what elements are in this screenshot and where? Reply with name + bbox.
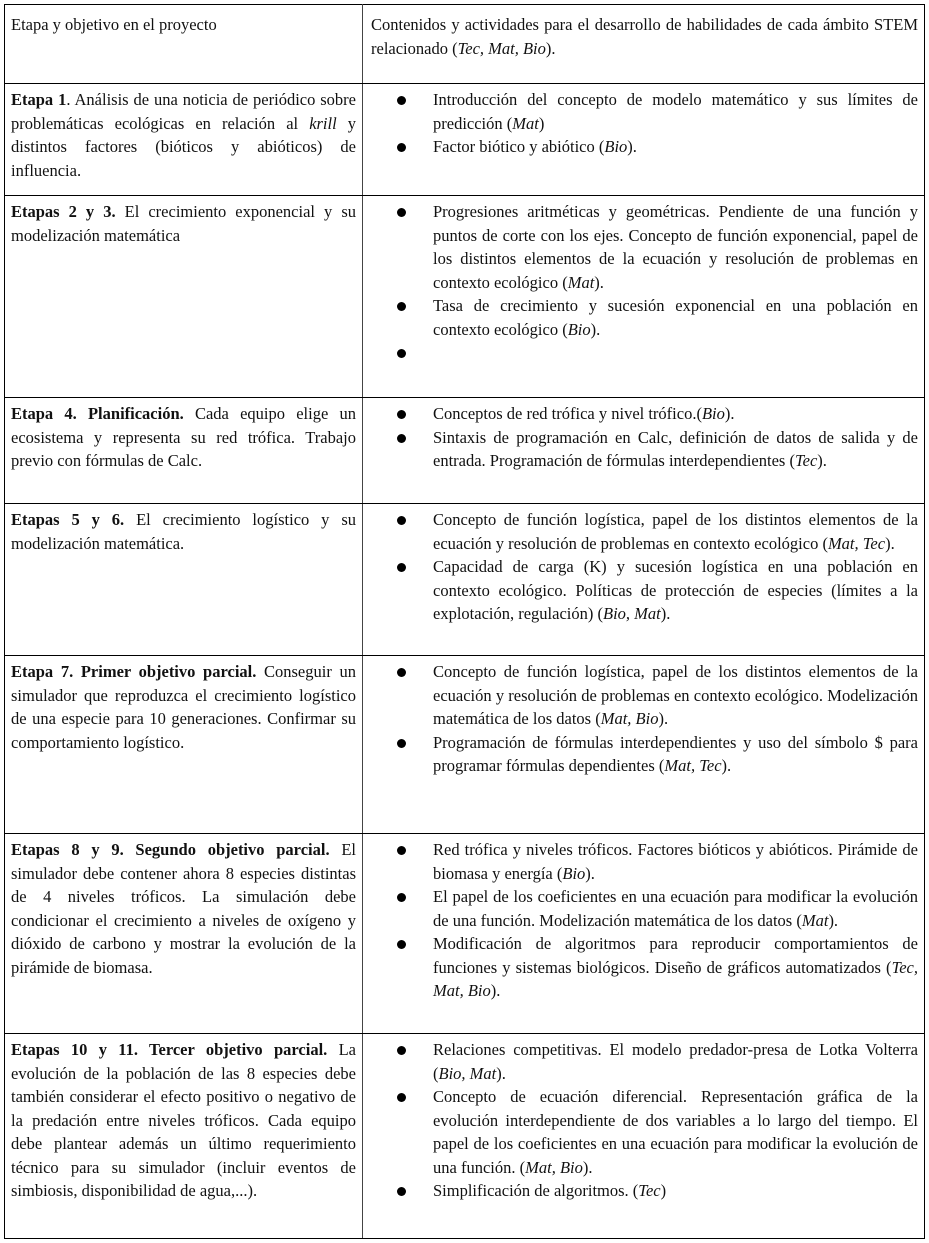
item-text: Programación de fórmulas interdependientes y uso del símbolo $ para programar fórmulas dependientes (: [433, 732, 918, 775]
item-end: ).: [817, 451, 827, 470]
item-end: ).: [658, 709, 669, 728]
stage-cell: [5, 504, 363, 656]
contents-cell: [363, 196, 925, 398]
contents-cell: [363, 834, 925, 1034]
item-tags: Bio, Mat: [438, 1063, 497, 1083]
item-tags: Tec: [638, 1181, 661, 1200]
stage-text: Cada equipo elige un ecosistema y representa su red trófica. Trabajo previo con fórmulas de Calc.: [11, 404, 356, 470]
item-text: Simplificación de algoritmos. (: [433, 1181, 639, 1200]
contents-list: [371, 88, 918, 159]
stage-text: . Análisis de una noticia de periódico sobre problemáticas ecológicas en relación al: [11, 90, 357, 133]
header-col1-text: Etapa y objetivo en el proyecto: [11, 15, 217, 34]
item-tags: Bio, Mat: [602, 604, 661, 623]
contents-cell: [363, 1034, 925, 1239]
item-text: Conceptos de red trófica y nivel trófico.(: [433, 404, 702, 423]
table-row: [5, 834, 925, 1034]
item-end: ).: [660, 604, 671, 623]
contents-cell: [363, 656, 925, 834]
item-tags: Mat, Tec: [827, 533, 886, 553]
bullet-icon: [397, 208, 406, 217]
item-end: ).: [582, 1157, 593, 1177]
item-tags: Tec: [794, 451, 818, 470]
bullet-icon: [397, 302, 406, 311]
item-text: El papel de los coeficientes en una ecuación para modificar la evolución de una función. Modelización matemática de los datos (: [433, 887, 918, 930]
stage-title: Etapas 2 y 3.: [11, 202, 116, 221]
list-item: [371, 426, 918, 473]
stage-cell: [5, 1034, 363, 1239]
contents-list: [371, 1038, 918, 1203]
item-text: Capacidad de carga (K) y sucesión logística en una población en contexto ecológico. Políticas de protección de especies (límites a la explotación, regulación) (: [433, 557, 918, 623]
item-end: ).: [594, 272, 604, 292]
table-row: [5, 1034, 925, 1239]
list-item: [371, 555, 918, 626]
list-item: [371, 135, 918, 159]
list-item: [371, 885, 918, 932]
stage-title: Etapa 7. Primer objetivo parcial.: [11, 662, 257, 681]
list-item: [371, 294, 918, 341]
contents-cell: [363, 504, 925, 656]
item-tags: Bio: [567, 319, 591, 339]
item-end: ).: [724, 404, 735, 423]
bullet-icon: [397, 1093, 406, 1102]
item-text: Progresiones aritméticas y geométricas. Pendiente de una función y puntos de corte con los ejes. Concepto de función exponencial, papel de los distintos elementos de la ecuación y resolución de problemas en contexto ecológico (: [433, 202, 918, 292]
contents-list: [371, 660, 918, 778]
item-end: ).: [585, 863, 595, 883]
bullet-icon: [397, 893, 406, 902]
item-text: Introducción del concepto de modelo matemático y sus límites de predicción (: [433, 90, 918, 133]
item-text: Concepto de ecuación diferencial. Representación gráfica de la evolución interdependiente de dos variables a lo largo del tiempo. El papel de los coeficientes en una ecuación para modificar la evolución de una función. (: [433, 1087, 918, 1177]
stage-italic-term: krill: [309, 113, 337, 133]
list-item: [371, 1085, 918, 1179]
header-contents-activities: [363, 5, 925, 84]
list-item: [371, 200, 918, 294]
contents-list: [371, 402, 918, 473]
list-item: [371, 1038, 918, 1085]
bullet-icon: [397, 1046, 406, 1055]
table-row: [5, 196, 925, 398]
item-end: ).: [590, 319, 601, 339]
item-end: ).: [496, 1063, 506, 1083]
table-header-row: [5, 5, 925, 84]
list-item: [371, 1179, 918, 1203]
list-item: [371, 508, 918, 555]
item-end: ): [538, 113, 545, 133]
item-text: Concepto de función logística, papel de los distintos elementos de la ecuación y resolución de problemas en contexto ecológico. Modelización matemática de los datos (: [433, 662, 918, 728]
item-text: Factor biótico y abiótico (: [433, 137, 605, 156]
list-item: [371, 932, 918, 1003]
stem-project-table: [4, 4, 925, 1239]
list-item: [371, 660, 918, 731]
item-end: ).: [490, 981, 501, 1000]
item-tags: Bio: [701, 404, 725, 423]
bullet-icon: [397, 143, 406, 152]
contents-cell: [363, 398, 925, 504]
item-tags: Mat, Tec: [664, 756, 722, 775]
stage-text: y distintos factores (bióticos y abióticos) de influencia.: [11, 113, 357, 180]
contents-list: [371, 838, 918, 1003]
header-col2-tags: Tec, Mat, Bio: [457, 38, 546, 58]
item-end: ).: [627, 137, 637, 156]
bullet-icon: [397, 349, 406, 358]
stage-cell: [5, 656, 363, 834]
stage-title: Etapa 4. Planificación.: [11, 404, 184, 423]
item-end: ).: [721, 756, 732, 775]
bullet-icon: [397, 96, 406, 105]
bullet-icon: [397, 434, 406, 443]
item-tags: Mat, Bio: [525, 1157, 583, 1177]
item-text: Concepto de función logística, papel de los distintos elementos de la ecuación y resolución de problemas en contexto ecológico (: [433, 510, 918, 553]
list-item: [371, 402, 918, 426]
item-text: Modificación de algoritmos para reproducir comportamientos de funciones y sistemas biológicos. Diseño de gráficos automatizados (: [433, 934, 918, 977]
list-item: [371, 838, 918, 885]
item-text: Sintaxis de programación en Calc, definición de datos de salida y de entrada. Programación de fórmulas interdependientes (: [433, 427, 918, 470]
contents-list: [371, 200, 918, 365]
stage-cell: [5, 398, 363, 504]
bullet-icon: [397, 668, 406, 677]
item-tags: Bio: [562, 863, 586, 883]
stage-title: Etapas 5 y 6.: [11, 510, 125, 529]
stage-text: La evolución de la población de las 8 especies debe también considerar el efecto positivo o negativo de la predación entre niveles tróficos. Cada equipo debe plantear además un último requerimiento técnico para su simulador (incluir eventos de simbiosis, disponibilidad de agua,...).: [11, 1040, 356, 1200]
bullet-icon: [397, 410, 406, 419]
item-tags: Mat, Bio: [600, 709, 659, 728]
stage-text: El simulador debe contener ahora 8 especies distintas de 4 niveles tróficos. La simulación debe condicionar el crecimiento a niveles de oxígeno y dióxido de carbono y mostrar la evolución de la pirámide de biomasa.: [11, 840, 356, 977]
item-tags: Mat: [801, 910, 829, 930]
table-row: [5, 504, 925, 656]
stage-title: Etapa 1: [11, 90, 67, 109]
table-row: [5, 398, 925, 504]
contents-cell: [363, 84, 925, 196]
stage-text: Conseguir un simulador que reproduzca el crecimiento logístico de una especie para 10 generaciones. Confirmar su comportamiento logístico.: [11, 662, 356, 752]
stage-cell: [5, 84, 363, 196]
item-end: ): [660, 1181, 667, 1200]
list-item-empty: [371, 341, 918, 365]
item-tags: Mat: [512, 113, 539, 133]
stage-title: Etapas 8 y 9. Segundo objetivo parcial.: [11, 840, 330, 859]
item-tags: Mat: [567, 272, 595, 292]
item-tags: Bio: [604, 137, 628, 156]
item-end: ).: [885, 533, 895, 553]
item-text: Tasa de crecimiento y sucesión exponencial en una población en contexto ecológico (: [433, 296, 918, 339]
bullet-icon: [397, 846, 406, 855]
stage-cell: [5, 196, 363, 398]
bullet-icon: [397, 1187, 406, 1196]
header-col2-text: Contenidos y actividades para el desarrollo de habilidades de cada ámbito STEM relacionado (: [371, 15, 918, 58]
item-text: Relaciones competitivas. El modelo predador-presa de Lotka Volterra (: [433, 1040, 918, 1083]
list-item: [371, 731, 918, 778]
stage-title: Etapas 10 y 11. Tercer objetivo parcial.: [11, 1040, 328, 1059]
table-row: [5, 656, 925, 834]
table-row: [5, 84, 925, 196]
contents-list: [371, 508, 918, 626]
bullet-icon: [397, 739, 406, 748]
stage-cell: [5, 834, 363, 1034]
stage-text: El crecimiento exponencial y su modelización matemática: [11, 202, 356, 245]
item-end: ).: [828, 910, 839, 930]
header-stage-objective: [5, 5, 363, 84]
list-item: [371, 88, 918, 135]
bullet-icon: [397, 516, 406, 525]
bullet-icon: [397, 940, 406, 949]
bullet-icon: [397, 563, 406, 572]
item-text: Red trófica y niveles tróficos. Factores bióticos y abióticos. Pirámide de biomasa y energía (: [433, 840, 918, 883]
item-tags: Tec, Mat, Bio: [433, 957, 918, 1000]
header-col2-suffix: ).: [545, 38, 556, 58]
stage-text: El crecimiento logístico y su modelización matemática.: [11, 510, 356, 553]
